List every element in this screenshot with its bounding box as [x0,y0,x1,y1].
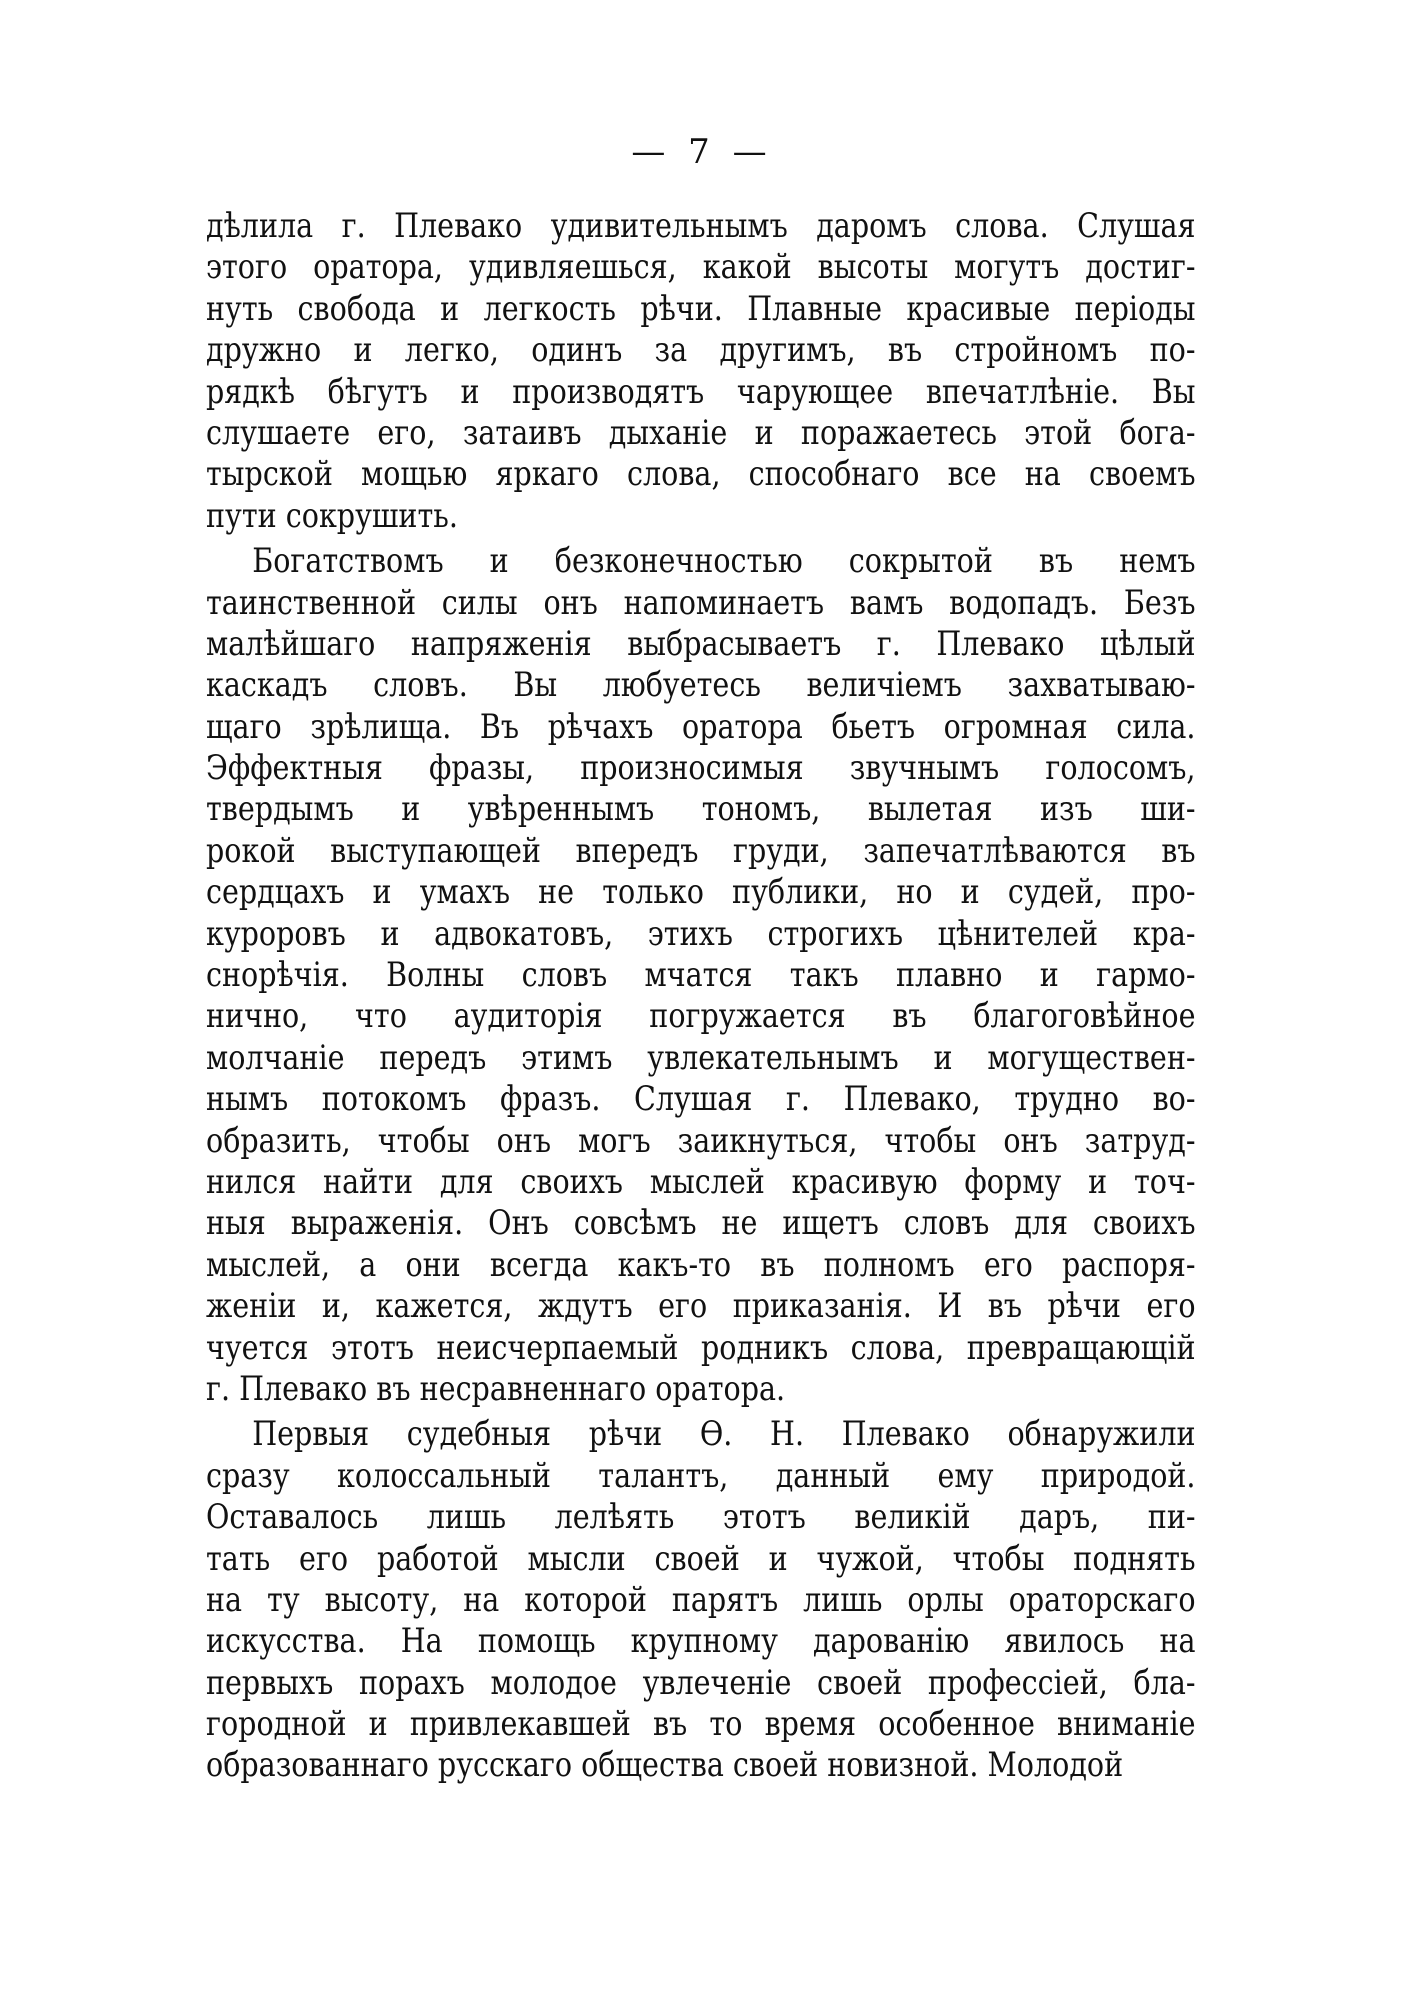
text-line: городной и привлекавшей въ то время особенное вниманіе [206,1704,1196,1745]
text-line: Первыя судебныя рѣчи Ѳ. Н. Плевако обнаружили [252,1414,1196,1455]
text-line: Эффектныя фразы, произносимыя звучнымъ голосомъ, [206,748,1196,789]
text-line: рокой выступающей впередъ груди, запечатлѣваются въ [206,830,1196,871]
text-line: щаго зрѣлища. Въ рѣчахъ оратора бьетъ огромная сила. [206,706,1196,747]
text-line: Богатствомъ и безконечностью сокрытой въ немъ [252,541,1196,582]
text-line: дѣлила г. Плевако удивительнымъ даромъ слова. Слушая [206,206,1196,246]
text-line: нуть свобода и легкость рѣчи. Плавные красивые періоды [206,288,1196,329]
text-line: пути сокрушить. [206,495,458,536]
text-line: на ту высоту, на которой парятъ лишь орлы ораторскаго [206,1579,1196,1620]
text-line: первыхъ порахъ молодое увлеченіе своей профессіей, бла- [206,1662,1196,1703]
text-line: тать его работой мысли своей и чужой, чтобы поднять [206,1538,1196,1579]
text-line: рядкѣ бѣгутъ и производятъ чарующее впечатлѣніе. Вы [206,371,1196,412]
text-line: снорѣчія. Волны словъ мчатся такъ плавно и гармо- [206,955,1196,996]
text-line: твердымъ и увѣреннымъ тономъ, вылетая изъ ши- [206,789,1196,830]
text-line: женіи и, кажется, ждутъ его приказанія. И въ рѣчи его [206,1286,1196,1327]
paragraph [206,541,1196,1410]
paragraph [206,206,1196,537]
text-line: чуется этотъ неисчерпаемый родникъ слова, превращающій [206,1327,1196,1368]
text-line: дружно и легко, одинъ за другимъ, въ стройномъ по- [206,330,1196,371]
page-number: — 7 — [631,132,773,172]
body-text [206,206,1196,1787]
text-line: таинственной силы онъ напоминаетъ вамъ водопадъ. Безъ [206,582,1196,623]
text-line: каскадъ словъ. Вы любуетесь величіемъ захватываю- [206,665,1196,706]
text-line: куроровъ и адвокатовъ, этихъ строгихъ цѣнителей кра- [206,913,1196,954]
text-line: ныя выраженія. Онъ совсѣмъ не ищетъ словъ для своихъ [206,1203,1196,1244]
text-line: образованнаго русскаго общества своей новизной. Молодой [206,1745,1124,1786]
text-line: слушаете его, затаивъ дыханіе и поражаетесь этой бога- [206,412,1196,453]
text-line: мыслей, а они всегда какъ-то въ полномъ его распоря- [206,1244,1196,1285]
text-line: образить, чтобы онъ могъ заикнуться, чтобы онъ затруд- [206,1120,1196,1161]
text-line: г. Плевако въ несравненнаго оратора. [206,1368,786,1409]
text-line: сразу колоссальный талантъ, данный ему природой. [206,1455,1196,1496]
text-line: Оставалось лишь лелѣять этотъ великій даръ, пи- [206,1497,1196,1538]
text-line: тырской мощью яркаго слова, способнаго все на своемъ [206,454,1196,495]
text-line: искусства. На помощь крупному дарованію явилось на [206,1621,1196,1662]
text-line: малѣйшаго напряженія выбрасываетъ г. Плевако цѣлый [206,623,1196,664]
text-line: этого оратора, удивляешься, какой высоты могутъ достиг- [206,247,1196,288]
paragraph [206,1414,1196,1787]
text-line: нился найти для своихъ мыслей красивую форму и точ- [206,1161,1196,1202]
text-line: сердцахъ и умахъ не только публики, но и судей, про- [206,872,1196,913]
text-line: нично, что аудиторія погружается въ благоговѣйное [206,996,1196,1037]
text-line: молчаніе передъ этимъ увлекательнымъ и могуществен- [206,1037,1196,1078]
text-line: нымъ потокомъ фразъ. Слушая г. Плевако, трудно во- [206,1079,1196,1120]
